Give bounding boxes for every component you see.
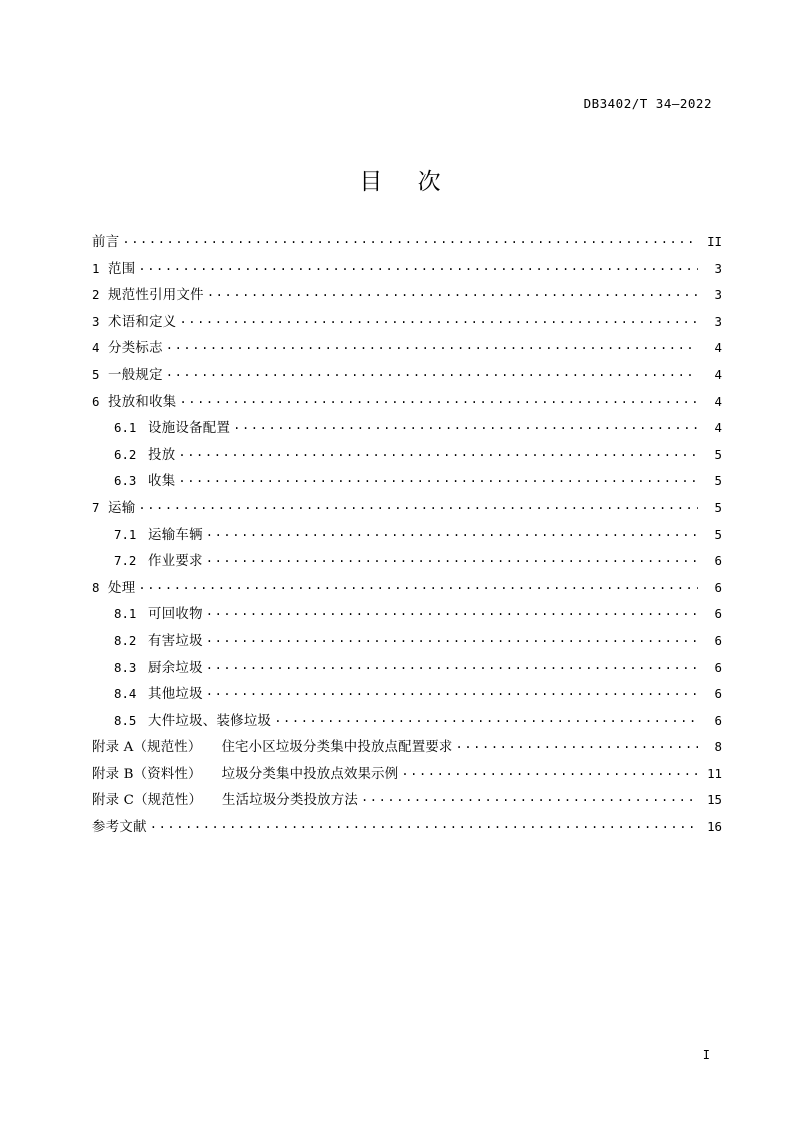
- standard-number-header: DB3402/T 34—2022: [583, 96, 712, 111]
- toc-references[interactable]: [92, 818, 722, 834]
- toc-entry-page: 5: [714, 526, 722, 542]
- toc-entry-2[interactable]: [92, 286, 722, 302]
- toc-appendix-page: 15: [707, 792, 722, 808]
- toc-appendix-a[interactable]: [92, 738, 722, 754]
- toc-entry-page: 6: [714, 553, 722, 569]
- toc-entry-number: 7.1: [114, 526, 137, 542]
- toc-entry-number: 6.2: [114, 446, 137, 462]
- toc-leader-dots: [138, 579, 698, 592]
- toc-entry-number: 4: [92, 340, 100, 356]
- toc-appendix-page: 11: [707, 765, 722, 781]
- toc-entry-page: 5: [714, 499, 722, 515]
- page-number-footer: I: [702, 1048, 710, 1062]
- toc-entry-label: 投放: [148, 447, 176, 463]
- toc-leader-dots: [233, 419, 698, 432]
- toc-entry-8-1[interactable]: [92, 605, 722, 621]
- toc-entry-label: 厨余垃圾: [148, 660, 203, 676]
- toc-entry-page: 4: [714, 340, 722, 356]
- toc-entry-number: 6.1: [114, 420, 137, 436]
- toc-entry-number: 2: [92, 287, 100, 303]
- toc-entry-number: 8.1: [114, 606, 137, 622]
- toc-appendix-page: 8: [714, 739, 722, 755]
- toc-leader-dots: [206, 605, 698, 618]
- toc-entry-3[interactable]: [92, 313, 722, 329]
- toc-entry-number: 8.4: [114, 686, 137, 702]
- toc-entry-5[interactable]: [92, 366, 722, 382]
- toc-entry-number: 1: [92, 260, 100, 276]
- toc-entry-number: 5: [92, 366, 100, 382]
- toc-appendix-label: 住宅小区垃圾分类集中投放点配置要求: [221, 740, 453, 756]
- page-title: 目 次: [359, 169, 455, 195]
- toc-entry-page: II: [707, 234, 722, 249]
- toc-leader-dots: [206, 526, 698, 539]
- toc-entry-page: 4: [714, 366, 722, 382]
- toc-entry-6-2[interactable]: [92, 446, 722, 462]
- toc-leader-dots: [179, 313, 698, 326]
- toc-entry-page: 5: [714, 473, 722, 489]
- toc-appendix-prefix: 附录 B（资料性）: [92, 766, 202, 782]
- toc-entry-1[interactable]: [92, 260, 722, 276]
- toc-leader-dots: [456, 738, 698, 751]
- toc-entry-foreword[interactable]: [92, 233, 722, 249]
- toc-entry-number: 3: [92, 313, 100, 329]
- toc-entry-label: 设施设备配置: [148, 421, 231, 437]
- toc-appendix-label: 生活垃圾分类投放方法: [222, 793, 358, 809]
- toc-entry-6[interactable]: [92, 393, 722, 409]
- toc-leader-dots: [150, 818, 698, 831]
- toc-entry-7-2[interactable]: [92, 552, 722, 568]
- toc-entry-label: 规范性引用文件: [108, 288, 204, 304]
- toc-leader-dots: [166, 366, 698, 379]
- toc-entry-label: 前言: [92, 235, 120, 250]
- toc-entry-label: 运输车辆: [148, 527, 203, 543]
- toc-leader-dots: [122, 233, 698, 246]
- toc-leader-dots: [361, 791, 698, 804]
- toc-entry-label: 有害垃圾: [148, 633, 203, 649]
- toc-entry-8[interactable]: [92, 579, 722, 595]
- toc-entry-label: 其他垃圾: [148, 687, 203, 703]
- toc-appendix-prefix: 附录 C（规范性）: [92, 793, 203, 809]
- toc-entry-page: 5: [714, 446, 722, 462]
- toc-leader-dots: [207, 286, 698, 299]
- toc-entry-page: 6: [714, 712, 722, 728]
- toc-entry-page: 6: [714, 686, 722, 702]
- toc-entry-8-2[interactable]: [92, 632, 722, 648]
- toc-entry-label: 术语和定义: [108, 314, 177, 330]
- toc-leader-dots: [138, 499, 698, 512]
- toc-entry-8-4[interactable]: [92, 685, 722, 701]
- toc-references-label: 参考文献: [92, 820, 147, 836]
- toc-entry-label: 分类标志: [108, 341, 163, 357]
- toc-entry-label: 范围: [108, 261, 136, 277]
- toc-entry-6-3[interactable]: [92, 472, 722, 488]
- toc-entry-label: 大件垃圾、装修垃圾: [148, 713, 272, 729]
- toc-entry-number: 8.3: [114, 659, 137, 675]
- toc-appendix-c[interactable]: [92, 791, 722, 807]
- toc-entry-4[interactable]: [92, 339, 722, 355]
- toc-entry-label: 处理: [108, 580, 136, 596]
- toc-entry-label: 收集: [148, 474, 176, 490]
- toc-appendix-b[interactable]: [92, 765, 722, 781]
- toc-leader-dots: [178, 446, 698, 459]
- toc-leader-dots: [206, 685, 698, 698]
- toc-entry-page: 4: [714, 420, 722, 436]
- toc-entry-number: 6: [92, 393, 100, 409]
- toc-references-page: 16: [707, 819, 722, 835]
- toc-leader-dots: [206, 552, 698, 565]
- table-of-contents: [92, 233, 722, 845]
- toc-entry-page: 6: [714, 659, 722, 675]
- toc-entry-number: 8.5: [114, 712, 137, 728]
- toc-leader-dots: [138, 260, 698, 273]
- toc-leader-dots: [166, 339, 698, 352]
- toc-leader-dots: [206, 632, 698, 645]
- toc-appendix-prefix: 附录 A（规范性）: [92, 740, 202, 756]
- toc-entry-number: 7: [92, 499, 100, 515]
- toc-entry-number: 6.3: [114, 473, 137, 489]
- toc-entry-label: 一般规定: [108, 367, 163, 383]
- toc-entry-number: 7.2: [114, 553, 137, 569]
- toc-leader-dots: [401, 765, 698, 778]
- toc-entry-8-5[interactable]: [92, 712, 722, 728]
- toc-entry-number: 8.2: [114, 632, 137, 648]
- toc-entry-7[interactable]: [92, 499, 722, 515]
- toc-leader-dots: [179, 393, 698, 406]
- toc-entry-page: 4: [714, 393, 722, 409]
- toc-entry-8-3[interactable]: [92, 659, 722, 675]
- toc-entry-page: 3: [714, 313, 722, 329]
- toc-leader-dots: [206, 659, 698, 672]
- toc-entry-label: 运输: [108, 500, 136, 516]
- toc-appendix-label: 垃圾分类集中投放点效果示例: [221, 766, 399, 782]
- toc-entry-page: 3: [714, 260, 722, 276]
- toc-entry-label: 可回收物: [148, 607, 203, 623]
- toc-entry-page: 6: [714, 606, 722, 622]
- toc-entry-label: 作业要求: [148, 554, 203, 570]
- toc-leader-dots: [178, 472, 698, 485]
- toc-entry-page: 6: [714, 632, 722, 648]
- toc-entry-page: 3: [714, 287, 722, 303]
- toc-entry-page: 6: [714, 579, 722, 595]
- toc-entry-7-1[interactable]: [92, 526, 722, 542]
- toc-leader-dots: [274, 712, 698, 725]
- toc-entry-6-1[interactable]: [92, 419, 722, 435]
- toc-entry-label: 投放和收集: [108, 394, 177, 410]
- toc-entry-number: 8: [92, 579, 100, 595]
